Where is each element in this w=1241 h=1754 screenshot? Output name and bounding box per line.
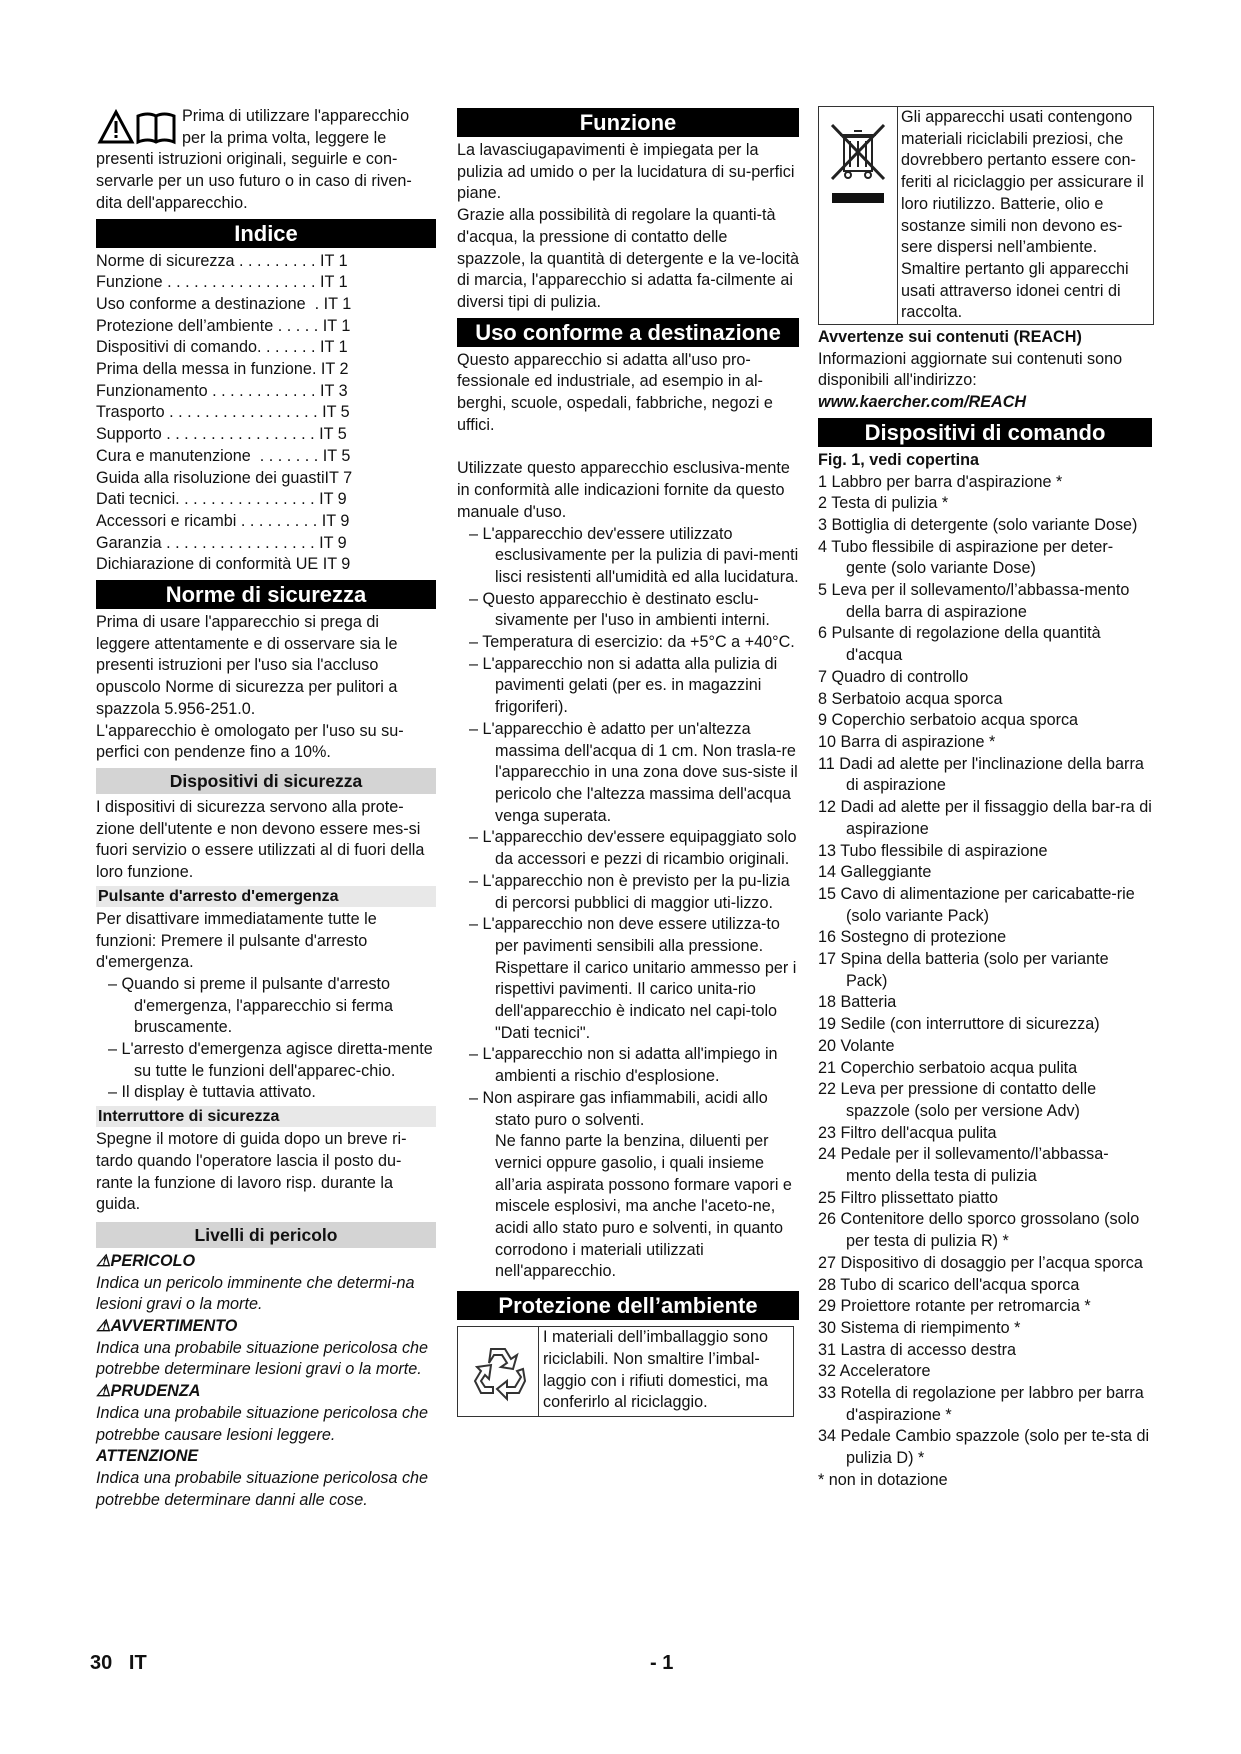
- list-item: 24 Pedale per il sollevamento/l’abbassa-mento della testa di pulizia: [818, 1145, 1109, 1186]
- warning-icon: ⚠: [96, 1317, 111, 1336]
- toc-item[interactable]: Prima della messa in funzione. IT 2: [96, 360, 349, 379]
- uso-item-continuation: Ne fanno parte la benzina, diluenti per vernici oppure gasolio, i quali insieme all’aria aspirata possono formare vapori e miscele esplosivi, ma anche l'aceto-ne, acidi allo stato puro e solventi, in quanto corrodono i materiali utilizzati nell'apparecchio.: [495, 1132, 792, 1281]
- recycling-box: [457, 1326, 794, 1417]
- uso-item: – Temperatura di esercizio: da +5°C a +40°C.: [469, 633, 795, 652]
- toc-list: [96, 251, 436, 577]
- uso-paragraph-2: Utilizzate questo apparecchio esclusiva-mente in conformità alle indicazioni fornite da questo manuale d'uso.: [457, 459, 790, 521]
- list-item: 32 Acceleratore: [818, 1362, 931, 1381]
- intro-text-first: Prima di utilizzare l'apparecchio: [182, 107, 410, 125]
- list-item: 4 Tubo flessibile di aspirazione per deter-gente (solo variante Dose): [818, 537, 1114, 578]
- heading-interruttore: Interruttore di sicurezza: [96, 1106, 436, 1127]
- warning-icon: ⚠: [96, 1382, 111, 1401]
- list-item: 16 Sostegno di protezione: [818, 928, 1007, 947]
- uso-paragraph-1: Questo apparecchio si adatta all'uso pro-fessionale ed industriale, ad esempio in al-berghi, scuole, ospedali, fabbriche, negozi e uffici.: [457, 350, 773, 434]
- list-item: 11 Dadi ad alette per l'inclinazione della barra di aspirazione: [818, 754, 1144, 795]
- heading-emergenza: Pulsante d'arresto d'emergenza: [96, 886, 436, 907]
- list-item: 12 Dadi ad alette per il fissaggio della bar-ra di aspirazione: [818, 798, 1152, 838]
- list-item: 22 Leva per pressione di contatto delle spazzole (solo per versione Adv): [818, 1080, 1097, 1120]
- list-item: 10 Barra di aspirazione *: [818, 732, 996, 751]
- spacer: [457, 436, 799, 458]
- avvertimento-text: Indica una probabile situazione pericolosa che potrebbe determinare lesioni gravi o la morte.: [96, 1338, 429, 1379]
- column-middle: [457, 106, 799, 1417]
- emergenza-item: – L'arresto d'emergenza agisce diretta-mente su tutte le funzioni dell'apparec-chio.: [108, 1040, 433, 1080]
- prudenza-label-text: PRUDENZA: [110, 1382, 201, 1401]
- list-item: 15 Cavo di alimentazione per caricabatte-rie (solo variante Pack): [818, 884, 1135, 925]
- toc-item[interactable]: Dispositivi di comando. . . . . . . IT 1: [96, 338, 348, 357]
- section-title-funzione: Funzione: [457, 108, 799, 137]
- pericolo-label-text: PERICOLO: [110, 1251, 196, 1270]
- section-title-indice: Indice: [96, 219, 436, 248]
- toc-item[interactable]: Dichiarazione di conformità UE IT 9: [96, 555, 351, 574]
- toc-item[interactable]: Funzionamento . . . . . . . . . . . . IT 3: [96, 381, 348, 400]
- page-number: 30: [90, 1652, 113, 1674]
- subsection-title-dispositivi-sicurezza: Dispositivi di sicurezza: [96, 768, 436, 794]
- uso-item: – L'apparecchio dev'essere equipaggiato solo da accessori e pezzi di ricambio originali.: [469, 828, 797, 869]
- toc-item[interactable]: Norme di sicurezza . . . . . . . . . IT 1: [96, 251, 348, 270]
- uso-item: – L'apparecchio dev'essere utilizzato esclusivamente per la pulizia di pavi-menti lisci resistenti all'umidità ed alla lucidatura.: [469, 524, 799, 586]
- funzione-paragraph-1: La lavasciugapavimenti è impiegata per la pulizia ad umido o per la lucidatura di su-perfici piane.: [457, 141, 795, 203]
- funzione-paragraph-2: Grazie alla possibilità di regolare la quanti-tà d'acqua, la pressione di contatto delle spazzole, la quantità di detergente e la ve-locità di marcia, l'apparecchio si adatta fa-cilmente ai diversi tipi di pulizia.: [457, 206, 799, 311]
- toc-item[interactable]: Protezione dell’ambiente . . . . . IT 1: [96, 316, 351, 335]
- interruttore-text: Spegne il motore di guida dopo un breve ri-tardo quando l'operatore lascia il posto du-rante la funzione di lavoro risp. durante la guida.: [96, 1130, 407, 1214]
- prudenza-label: [96, 1381, 436, 1403]
- section-title-comando: Dispositivi di comando: [818, 418, 1152, 447]
- attenzione-label: ATTENZIONE: [96, 1447, 199, 1466]
- list-item: 28 Tubo di scarico dell'acqua sporca: [818, 1275, 1080, 1294]
- intro-text-second: per la prima volta, leggere le: [182, 128, 387, 147]
- toc-item[interactable]: Uso conforme a destinazione . IT 1: [96, 294, 352, 313]
- list-item: 30 Sistema di riempimento *: [818, 1318, 1021, 1337]
- toc-item[interactable]: Garanzia . . . . . . . . . . . . . . . . . IT 9: [96, 533, 347, 552]
- section-title-norme: Norme di sicurezza: [96, 580, 436, 609]
- recycling-icon-wrap: [458, 1327, 538, 1416]
- emergenza-item: – Quando si preme il pulsante d'arresto d'emergenza, l'apparecchio si ferma bruscamente.: [108, 974, 394, 1037]
- subsection-title-livelli: Livelli di pericolo: [96, 1222, 436, 1248]
- toc-item[interactable]: Cura e manutenzione . . . . . . . IT 5: [96, 446, 351, 465]
- list-item: 33 Rotella di regolazione per labbro per barra d'aspirazione *: [818, 1384, 1144, 1424]
- norme-paragraph-1: Prima di usare l'apparecchio si prega di leggere attentamente e di osservare sia le presenti istruzioni per l'uso sia l'accluso opuscolo Norme di sicurezza per pulitori a spazzola 5.956-251.0.: [96, 613, 398, 718]
- list-item: 25 Filtro plissettato piatto: [818, 1188, 998, 1207]
- list-item: 5 Leva per il sollevamento/l’abbassa-mento della barra di aspirazione: [818, 581, 1130, 621]
- figure-reference: Fig. 1, vedi copertina: [818, 450, 980, 469]
- prudenza-text: Indica una probabile situazione pericolosa che potrebbe causare lesioni leggere.: [96, 1403, 429, 1444]
- waste-box: [818, 106, 1154, 325]
- intro-block: [96, 106, 436, 215]
- list-item: 13 Tubo flessibile di aspirazione: [818, 841, 1048, 860]
- toc-item[interactable]: Accessori e ricambi . . . . . . . . . IT 9: [96, 511, 350, 530]
- footer-center: - 1: [650, 1652, 674, 1674]
- toc-item[interactable]: Dati tecnici. . . . . . . . . . . . . . . . IT 9: [96, 490, 347, 509]
- intro-text-rest: presenti istruzioni originali, seguirle e con-servarle per un uso futuro o in caso di riven-dita dell'apparecchio.: [96, 150, 412, 212]
- warning-icon: ⚠: [96, 1251, 111, 1270]
- toc-item[interactable]: Trasporto . . . . . . . . . . . . . . . . . IT 5: [96, 403, 350, 422]
- column-right: [818, 106, 1152, 1492]
- avvertimento-label-text: AVVERTIMENTO: [110, 1317, 238, 1336]
- footnote: * non in dotazione: [818, 1470, 948, 1489]
- list-item: 17 Spina della batteria (solo per variante Pack): [818, 950, 1109, 990]
- uso-item: – L'apparecchio non deve essere utilizza-to per pavimenti sensibili alla pressione. Rispettare il carico unitario ammesso per i rispettivi pavimenti. Il carico unita-rio dell'apparecchio è indicato nel capi-tolo "Dati tecnici".: [469, 915, 797, 1042]
- list-item: 20 Volante: [818, 1036, 895, 1055]
- intro-icons: [96, 106, 178, 146]
- waste-text: Gli apparecchi usati contengono materiali riciclabili preziosi, che dovrebbero pertanto essere con-feriti al riciclaggio per assicurare il loro riutilizzo. Batterie, olio e sostanze simili non devono es-sere dispersi nell’ambiente. Smaltire pertanto gli apparecchi usati attraverso idonei centri di raccolta.: [897, 107, 1153, 324]
- pericolo-label: [96, 1251, 436, 1273]
- uso-item: – L'apparecchio è adatto per un'altezza massima dell'acqua di 1 cm. Non trasla-re l'apparecchio in una zona dove sus-siste il pericolo che l'altezza massima dell'acqua venga superata.: [469, 719, 798, 825]
- crossed-bin-icon: [826, 119, 890, 215]
- emergenza-item: – Il display è tuttavia attivato.: [108, 1083, 316, 1102]
- list-item: 26 Contenitore dello sporco grossolano (solo per testa di pulizia R) *: [818, 1210, 1140, 1251]
- list-item: 19 Sedile (con interruttore di sicurezza): [818, 1015, 1100, 1034]
- uso-item: – L'apparecchio non si adatta all'impiego in ambienti a rischio d'esplosione.: [469, 1045, 778, 1086]
- language-code: IT: [128, 1652, 147, 1674]
- column-left: [96, 106, 436, 1511]
- recycling-icon: [467, 1341, 529, 1403]
- emergenza-text: Per disattivare immediatamente tutte le funzioni: Premere il pulsante d'arresto d'emergenza.: [96, 909, 377, 972]
- list-item: 31 Lastra di accesso destra: [818, 1340, 1016, 1359]
- section-title-uso: Uso conforme a destinazione: [457, 318, 799, 347]
- list-item: 9 Coperchio serbatoio acqua sporca: [818, 711, 1079, 730]
- list-item: 21 Coperchio serbatoio acqua pulita: [818, 1058, 1078, 1077]
- list-item: 34 Pedale Cambio spazzole (solo per te-sta di pulizia D) *: [818, 1427, 1150, 1468]
- list-item: 6 Pulsante di regolazione della quantità d'acqua: [818, 624, 1101, 665]
- list-item: 1 Labbro per barra d'aspirazione *: [818, 472, 1063, 491]
- toc-item[interactable]: Supporto . . . . . . . . . . . . . . . . . IT 5: [96, 425, 347, 444]
- list-item: 7 Quadro di controllo: [818, 667, 969, 686]
- avvertimento-label: [96, 1316, 436, 1338]
- dispositivi-sicurezza-text: I dispositivi di sicurezza servono alla prote-zione dell'utente e non devono essere mes-si fuori servizio o essere utilizzati al di fuori della loro funzione.: [96, 797, 425, 882]
- reach-text: Informazioni aggiornate sui contenuti sono disponibili all'indirizzo:: [818, 349, 1123, 390]
- controls-list: [818, 472, 1152, 1470]
- list-item: 8 Serbatoio acqua sporca: [818, 689, 1003, 708]
- list-item: 3 Bottiglia di detergente (solo variante Dose): [818, 515, 1138, 534]
- list-item: 27 Dispositivo di dosaggio per l’acqua sporca: [818, 1253, 1143, 1272]
- reach-title: Avvertenze sui contenuti (REACH): [818, 328, 1082, 347]
- footer-page-lang: [90, 1652, 147, 1675]
- list-item: 14 Galleggiante: [818, 863, 932, 882]
- list-item: 18 Batteria: [818, 993, 897, 1012]
- list-item: 23 Filtro dell'acqua pulita: [818, 1123, 997, 1142]
- norme-paragraph-2: L'apparecchio è omologato per l'uso su su-perfici con pendenze fino a 10%.: [96, 721, 404, 762]
- uso-item: – Questo apparecchio è destinato esclu-sivamente per l'uso in ambienti interni.: [469, 589, 770, 630]
- warning-manual-icon: [96, 106, 178, 146]
- toc-item[interactable]: Funzione . . . . . . . . . . . . . . . . . IT 1: [96, 273, 348, 292]
- waste-icon-wrap: [819, 107, 897, 324]
- list-item: 2 Testa di pulizia *: [818, 494, 949, 513]
- recycling-text: I materiali dell’imballaggio sono riciclabili. Non smaltire l’imbal-laggio con i rifiuti domestici, ma conferirlo al riciclaggio.: [538, 1327, 793, 1416]
- list-item: 29 Proiettore rotante per retromarcia *: [818, 1297, 1091, 1316]
- uso-item: – Non aspirare gas infiammabili, acidi allo stato puro o solventi.: [469, 1088, 768, 1129]
- uso-item: – L'apparecchio non è previsto per la pu-lizia di percorsi pubblici di maggior uti-lizzo.: [469, 871, 790, 912]
- reach-url[interactable]: www.kaercher.com/REACH: [818, 393, 1027, 412]
- attenzione-text: Indica una probabile situazione pericolosa che potrebbe determinare danni alle cose.: [96, 1468, 429, 1509]
- pericolo-text: Indica un pericolo imminente che determi-na lesioni gravi o la morte.: [96, 1273, 415, 1314]
- toc-item[interactable]: Guida alla risoluzione dei guastiIT 7: [96, 468, 353, 487]
- uso-item: – L'apparecchio non si adatta alla pulizia di pavimenti gelati (per es. in magazzini frigoriferi).: [469, 654, 778, 717]
- section-title-ambiente: Protezione dell’ambiente: [457, 1291, 799, 1320]
